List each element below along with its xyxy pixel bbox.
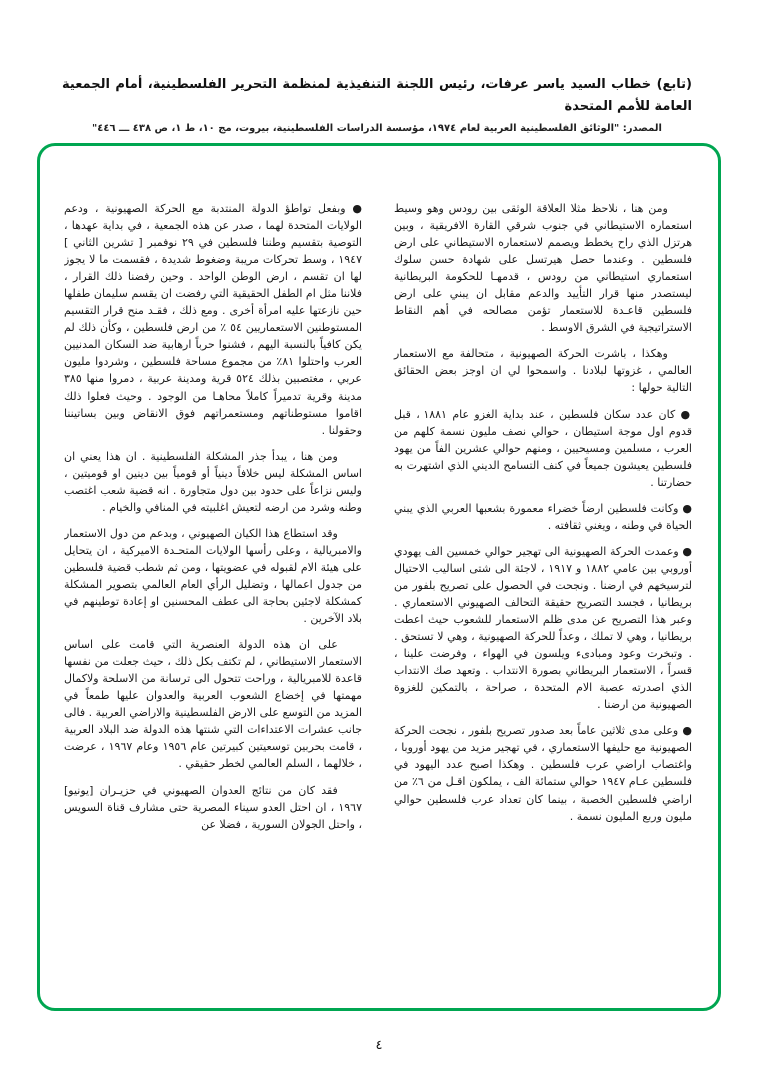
paragraph: فقد كان من نتائج العدوان الصهيوني في حزيـران [يونيو] ١٩٦٧ ، ان احتل العدو سيناء المصرية حتى مشارف قناة السويس ، واحتل الجولان السورية ، فضلا عن — [64, 783, 362, 831]
paragraph: على ان هذه الدولة العنصرية التي قامت على اساس الاستعمار الاستيطاني ، لم تكتف بكل ذلك ، حيث جعلت من نفسها قاعدة للامبريالية ، وراحت تتحول الى ترسانة من الاسلحة ولاكمال مهمتها في إخضاع الشعوب العربية والعدوان عليها طمعاً في المزيد من التوسع على الارض الفلسطينية والاراضي العربية . فالى جانب عشرات الاعتداءات التي شنتها هذه الدولة ضد البلاد العربية ، قامت بحربين توسعيتين كبيرتين عام ١٩٥٦ وعام ١٩٦٧ ، عرضت ، خلالهما ، السلم العالمي لخطر حقيقي . — [64, 638, 363, 771]
paragraph: ومن هنا ، نلاحظ مثلا العلاقة الوثقى بين رودس وهو وسيط استعماره الاستيطاني في جنوب شرقي القارة الافريقية ، وبين هرتزل الذي راح يخطط ويصمم لاستعماره الاستيطاني على ارض فلسطين . وعندما حصل هيرتسل على شهادة حسن سلوك استعماري استيطاني من رودس ، قدمهـا للحكومة البريطانية ليستصدر منها قرار التأييد والدعم مقابل ان يبني على ارض فلسطين قاعـدة للاستعمار تؤمن مصالحه في أهم النقاط الاستراتيجية في الشرق الاوسط . — [394, 202, 692, 335]
text-columns — [64, 200, 692, 950]
paragraph: ● وكانت فلسطين ارضاً خضراء معمورة بشعبها العربي الذي يبني الحياة في وطنه ، ويغني ثقافته . — [394, 501, 692, 532]
document-header — [62, 74, 692, 134]
page-number: ٤ — [375, 1038, 383, 1053]
paragraph: وقد استطاع هذا الكيان الصهيوني ، وبدعم من دول الاستعمار والامبريالية ، وعلى رأسها الولايات المتحـدة الاميركية ، ان يتحايل على هيئة الام لقبوله في عضويتها ، ومن ثم شطب قضية فلسطين من جدول اعمالها ، وتضليل الرأي العام العالمي بتصوير المشكلة كمشكلة لاجئين بحاجة الى عطف المحسنين او إعادة توطينهم في بلاد الآخرين . — [64, 526, 362, 626]
paragraph: وهكذا ، باشرت الحركة الصهيونية ، متحالفة مع الاستعمار العالمي ، غزوتها لبلادنا . واسمحوا لي ان اوجز بعض الحقائق التالية حولها : — [394, 347, 692, 395]
left-column — [64, 200, 362, 950]
document-title: (تابع) خطاب السيد ياسر عرفات، رئيس اللجنة التنفيذية لمنظمة التحرير الفلسطينية، أمام الجمعية العامة للأمم المتحدة — [62, 77, 692, 115]
paragraph: ومن هنا ، يبدأ جذر المشكلة الفلسطينية . ان هذا يعني ان اساس المشكلة ليس خلافاً دينياً أو قومياً بين دينين او قوميتين ، وليس نزاعاً على حدود بين دول متجاورة . انه قضية شعب اغتصب وطنه وشرد من ارضه لتعيش اغلبيته في المنافي والخيام . — [64, 449, 362, 514]
paragraph: ● وعلى مدى ثلاثين عاماً بعد صدور تصريح بلفور ، نجحت الحركة الصهيونية مع حليفها الاستعماري ، في تهجير مزيد من يهود أوروبا ، واغتصاب اراضي عرب فلسطين . وهكذا اصبح عدد اليهود في فلسطين عـام ١٩٤٧ حوالي ستمائة الف ، يملكون اقـل من ٦٪ من اراضي فلسطين الخصبة ، بينما كان تعداد عرب فلسطين حوالي مليون وربع المليون نسمة . — [394, 724, 692, 823]
paragraph: ● كان عدد سكان فلسطين ، عند بداية الغزو عام ١٨٨١ ، قبل قدوم اول موجة استيطان ، حوالي نصف مليون نسمة كلهم من العرب ، مسلمين ومسيحيين ، ومنهم حوالي عشرين الفاً من يهود فلسطين يعيشون جميعاً في كنف التسامح الديني الذي اشتهرت به حضارتنا . — [394, 407, 692, 489]
right-column — [394, 200, 692, 950]
source-citation: المصدر: "الوثائق الفلسطينية العربية لعام ١٩٧٤، مؤسسة الدراسات الفلسطينية، بيروت، مج ١٠، ط ١، ص ٤٣٨ ـــ ٤٤٦" — [92, 123, 662, 135]
paragraph: ● وبفعل تواطؤ الدولة المنتدبة مع الحركة الصهيونية ، ودعم الولايات المتحدة لهما ، صدر عن هذه الجمعية ، في بداية عهدها ، التوصية بتقسيم وطننا فلسطين في ٢٩ نوفمبر [ تشرين الثاني ] ١٩٤٧ ، وسط تحركات مريبة وضغوط شديدة ، فقسمت ما لا يجوز لها ان تقسم ، ارض الوطن الواحد . وحين رفضنا ذلك القرار ، فلاننا مثل ام الطفل الحقيقية التي رفضت ان يقسم سليمان طفلها حين نازعتها عليه امرأة أخرى . ومع ذلك ، فقـد منح قرار التقسيم المستوطنين الاستعماريين ٥٤ ٪ من ارض فلسطين ، وكأن ذلك لم يكن كافياً بالنسبة اليهم ، فشنوا حرباً ارهابية ضد السكان المدنيين العرب واحتلوا ٨١٪ من مجموع مساحة فلسطين ، وشردوا مليون عربي ، مغتصبين بذلك ٥٢٤ قرية ومدينة عربية ، دمروا منها ٣٨٥ مدينة وقرية تدميراً كاملاً محاهـا من الوجود . وحيث فعلوا ذلك اقاموا مستوطناتهم ومستعمراتهم فوق الانقاض وبين بساتيننا وحقولنا . — [64, 202, 362, 437]
paragraph: ● وعمدت الحركة الصهيونية الى تهجير حوالي خمسين الف يهودي أوروبي بين عامي ١٨٨٢ و ١٩١٧ ، لاجئة الى شتى اساليب الاحتيال لترسيخهم في ارضنا . ونجحت في الحصول على تصريح بلفور من بريطانيا ، فجسد التصريح حقيقة التحالف الصهيوني الاستعماري . وعبر هذا التصريح عن مدى ظلم الاستعمار للشعوب حيث اعطت بريطانيا ، وهي لا تملك ، وعداً للحركة الصهيونية ، وهي لا تستحق . . وتبخرت وعود ومبادىء ويلسون في الهواء ، وفرضت علينا ، قسراً ، الاستعمار البريطاني بصورة الانتداب . وتعهد صك الانتداب الذي اصدرته عصبة الام المتحدة ، صراحة ، بالتمكين للغزوة الصهيونية من ارضنا . — [394, 544, 692, 712]
content-border-frame — [37, 143, 721, 1011]
